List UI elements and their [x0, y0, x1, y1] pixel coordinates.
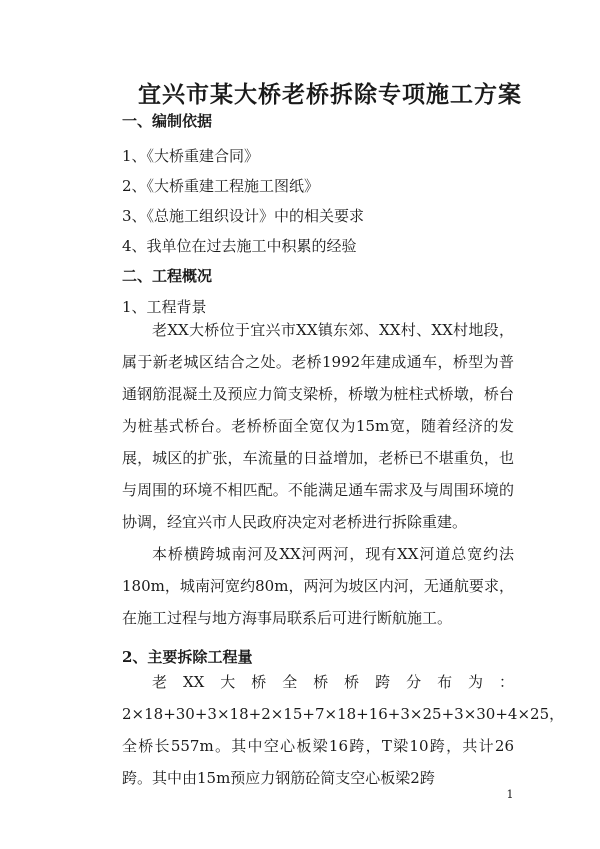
- basis-item-3: 3、《总施工组织设计》中的相关要求: [122, 207, 365, 225]
- background-paragraph-1: 老XX大桥位于宜兴市XX镇东郊、XX村、XX村地段，属于新老城区结合之处。老桥1992年建成通车，桥型为普通钢筋混凝土及预应力简支梁桥，桥墩为桩柱式桥墩，桥台为桩基式桥台。老桥桥面全宽仅为15m宽，随着经济的发展，城区的扩张，车流量的日益增加，老桥已不堪重负，也与周围的环境不相匹配。不能满足通车需求及与周围环境的协调，经宜兴市人民政府决定对老桥进行拆除重建。: [122, 321, 514, 531]
- page-number: 1: [506, 788, 514, 801]
- basis-item-4: 4、我单位在过去施工中积累的经验: [122, 237, 357, 255]
- background-paragraph-2: 本桥横跨城南河及XX河两河，现有XX河道总宽约法180m，城南河宽约80m，两河为坡区内河，无通航要求，在施工过程与地方海事局联系后可进行断航施工。: [122, 545, 514, 627]
- basis-item-2: 2、《大桥重建工程施工图纸》: [122, 177, 320, 195]
- quantities-paragraph: 老XX大桥全桥桥跨分布为：2×18+30+3×18+2×15+7×18+16+3×25+3×30+4×25，全桥长557m。其中空心板梁16跨，T梁10跨，共计26跨。其中由15m预应力钢筋砼简支空心板梁2跨: [122, 673, 565, 787]
- subsection-heading-quantities: 2、主要拆除工程量: [122, 648, 253, 666]
- basis-item-1: 1、《大桥重建合同》: [122, 147, 260, 165]
- subsection-heading-background: 1、工程背景: [122, 298, 207, 316]
- section-heading-basis: 一、编制依据: [122, 112, 213, 130]
- section-heading-overview: 二、工程概况: [122, 267, 213, 285]
- document-title: 宜兴市某大桥老桥拆除专项施工方案: [138, 81, 522, 108]
